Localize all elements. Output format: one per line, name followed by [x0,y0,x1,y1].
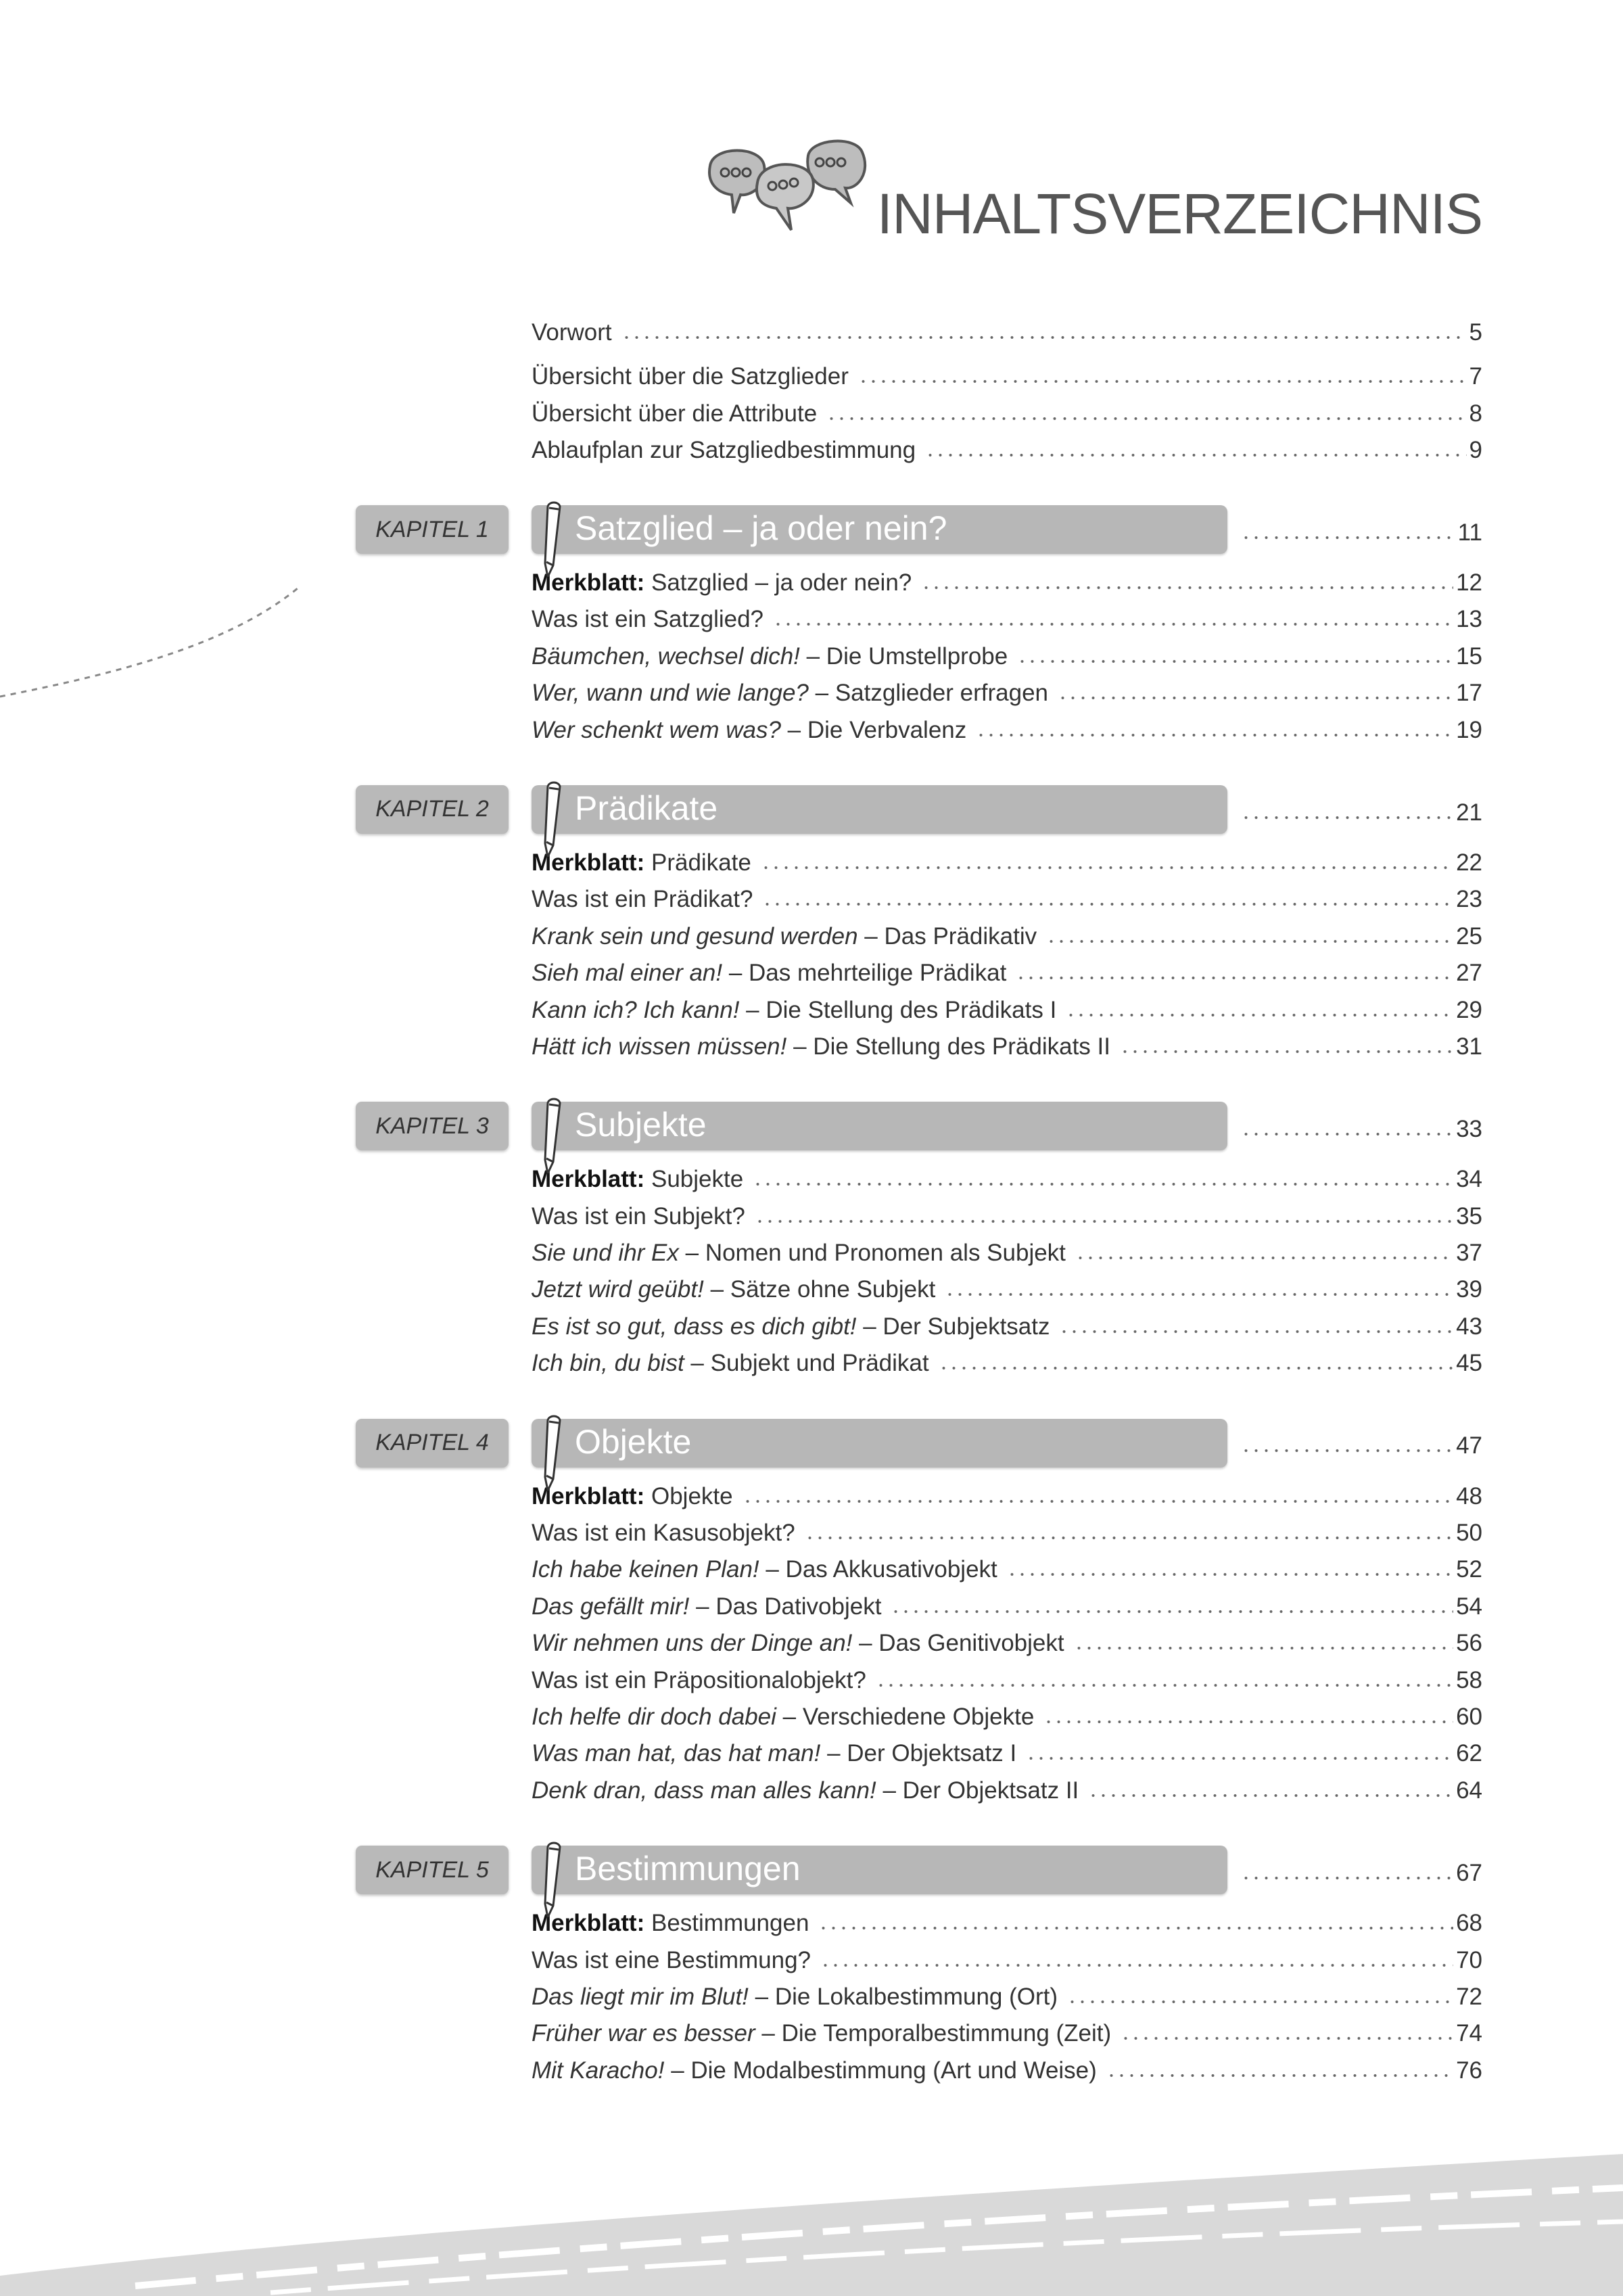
page-number: 67 [1456,1859,1482,1886]
entry-text: – Das Genitivobjekt [852,1630,1064,1657]
dot-leader [1067,1998,1453,2005]
chapter-title: Objekte [575,1422,692,1461]
entry-text: – Nomen und Pronomen als Subjekt [678,1240,1066,1267]
toc-entry[interactable] [532,638,1482,675]
toc-entry[interactable] [532,1662,1482,1699]
page-number: 27 [1456,960,1482,987]
page-number: 62 [1456,1740,1482,1767]
pencil-icon [538,781,568,857]
toc-entry[interactable] [532,1979,1482,2015]
toc-entry[interactable] [532,1589,1482,1625]
page-number: 60 [1456,1703,1482,1730]
entry-italic-title: Wer schenkt wem was? [532,716,781,743]
entry-text: – Satzglieder erfragen [808,680,1049,707]
entry-text: – Die Stellung des Prädikats I [739,996,1057,1023]
chapter-label: KAPITEL 2 [356,785,509,834]
toc-entry[interactable] [532,432,1482,469]
chapter-title-bar[interactable] [532,1102,1227,1150]
chapter-title-bar[interactable] [532,505,1227,554]
entry-title [532,881,762,918]
dot-leader [1241,1447,1453,1453]
entry-text: – Die Verbvalenz [780,716,967,743]
dot-leader [1058,694,1453,701]
dot-leader [1241,1130,1453,1137]
entry-italic-title: Das gefällt mir! [532,1593,690,1620]
decorative-dashed-curve [0,575,304,710]
page-number: 15 [1456,642,1482,670]
chapter-page-entry[interactable] [1227,1855,1482,1892]
entry-italic-title: Es ist so gut, dass es dich gibt! [532,1313,857,1340]
page-number: 22 [1456,849,1482,876]
page-number: 47 [1456,1432,1482,1459]
toc-entry[interactable] [532,712,1482,749]
entry-text: Satzglied – ja oder nein? [644,569,912,596]
toc-entry[interactable] [532,992,1482,1029]
dot-leader [1088,1791,1453,1798]
entry-title [532,2015,1121,2052]
page-number: 25 [1456,922,1482,950]
page-number: 48 [1456,1482,1482,1509]
page-number: 68 [1456,1910,1482,1937]
dot-leader [826,415,1466,421]
entry-text: – Verschiedene Objekte [776,1703,1035,1730]
entry-title [532,712,976,749]
entry-text: – Sätze ohne Subjekt [703,1276,936,1303]
page-number: 8 [1469,400,1482,427]
entry-title [532,1589,891,1625]
toc-entry[interactable] [532,918,1482,955]
dot-leader [1074,1644,1453,1651]
toc-entry[interactable] [532,396,1482,432]
toc-entry[interactable] [532,1198,1482,1235]
entry-text: Was ist ein Subjekt? [532,1202,745,1229]
dot-leader [1241,814,1453,820]
chapter-list [375,505,1482,2126]
dot-leader [805,1534,1453,1541]
dot-leader [925,451,1466,458]
entry-title [532,1662,876,1699]
entry-text: Was ist ein Präpositionalobjekt? [532,1666,866,1693]
entry-title [532,1345,939,1382]
entry-text: Was ist eine Bestimmung? [532,1946,812,1973]
entry-text: Objekte [644,1482,733,1509]
page-number: 72 [1456,1983,1482,2010]
toc-entry[interactable] [532,955,1482,991]
entry-text: – Subjekt und Prädikat [684,1350,929,1377]
dot-leader [762,900,1453,907]
toc-entry[interactable] [532,1625,1482,1662]
entry-italic-title: Jetzt wird geübt! [532,1276,704,1303]
entry-title [532,565,921,601]
toc-entry[interactable] [532,1345,1482,1382]
dot-leader [621,333,1467,340]
entry-title [532,358,858,395]
entry-text: – Die Lokalbestimmung (Ort) [748,1983,1058,2010]
pencil-icon [538,1098,568,1173]
speech-bubbles-icon [697,135,899,243]
page-number: 37 [1456,1240,1482,1267]
entry-bold-prefix: Merkblatt: [532,849,645,876]
chapter-header [375,785,1482,834]
page-number: 70 [1456,1946,1482,1973]
entry-italic-title: Sie und ihr Ex [532,1240,679,1267]
entry-text: Was ist ein Prädikat? [532,886,753,913]
entry-text: Vorwort [532,319,612,346]
page-number: 34 [1456,1166,1482,1193]
chapter-section [375,1419,1482,1810]
toc-entry[interactable] [532,565,1482,601]
chapter-header [375,1102,1482,1150]
page-number: 43 [1456,1313,1482,1340]
entry-title [532,1905,818,1942]
chapter-title: Subjekte [575,1106,707,1144]
chapter-label: KAPITEL 3 [356,1102,509,1150]
page-number: 56 [1456,1630,1482,1657]
entry-title [532,1309,1059,1345]
entry-title [532,1551,1007,1588]
chapter-header [375,505,1482,554]
page-number: 58 [1456,1666,1482,1693]
dot-leader [761,864,1453,870]
entry-italic-title: Kann ich? Ich kann! [532,996,740,1023]
entry-italic-title: Mit Karacho! [532,2057,665,2084]
dot-leader [858,377,1467,384]
page-number: 35 [1456,1202,1482,1229]
front-matter-list [532,314,1482,469]
toc-entry[interactable] [532,1478,1482,1515]
chapter-title: Bestimmungen [575,1850,801,1888]
entry-title [532,675,1058,711]
dot-leader [1075,1254,1453,1261]
entry-title [532,1699,1043,1735]
entry-title [532,918,1046,955]
entry-text: Subjekte [644,1166,744,1193]
toc-entry[interactable] [532,1942,1482,1979]
dot-leader [876,1681,1453,1688]
dot-leader [939,1364,1453,1371]
toc-entry[interactable] [532,1235,1482,1271]
dot-leader [1120,1048,1453,1054]
entry-italic-title: Ich bin, du bist [532,1350,684,1377]
entry-text: – Der Objektsatz II [876,1777,1079,1804]
chapter-label: KAPITEL 1 [356,505,509,554]
page-number: 7 [1469,363,1482,390]
page-number: 50 [1456,1520,1482,1547]
page-number: 17 [1456,680,1482,707]
chapter-section [375,1846,1482,2089]
toc-entry[interactable] [532,1699,1482,1735]
entry-italic-title: Ich habe keinen Plan! [532,1556,759,1583]
entry-bold-prefix: Merkblatt: [532,1166,645,1193]
entry-bold-prefix: Merkblatt: [532,569,645,596]
entry-text: Bestimmungen [644,1910,809,1937]
chapter-section [375,785,1482,1065]
dot-leader [753,1180,1453,1187]
dot-leader [1026,1754,1453,1761]
entry-title [532,1735,1026,1772]
page-number: 13 [1456,606,1482,633]
page-number: 45 [1456,1350,1482,1377]
entry-title [532,2053,1106,2089]
entry-text: – Das mehrteilige Prädikat [722,960,1007,987]
chapter-section [375,1102,1482,1382]
dot-leader [1007,1570,1453,1577]
dot-leader [755,1217,1453,1224]
toc-entry[interactable] [532,675,1482,711]
page-title: INHALTSVERZEICHNIS [876,182,1482,245]
chapter-header [375,1846,1482,1894]
page-number: 23 [1456,886,1482,913]
chapter-title: Satzglied – ja oder nein? [575,509,947,547]
toc-entry[interactable] [532,2053,1482,2089]
entry-title [532,1979,1067,2015]
toc-entry[interactable] [532,1905,1482,1942]
entry-text: – Das Prädikativ [857,922,1037,950]
entry-title [532,992,1066,1029]
dot-leader [1046,937,1453,944]
chapter-title-bar[interactable] [532,1419,1227,1468]
entry-title [532,955,1016,991]
dot-leader [1121,2034,1453,2041]
entry-text: Übersicht über die Attribute [532,400,818,427]
toc-entry[interactable] [532,1515,1482,1551]
toc-entry[interactable] [532,1029,1482,1065]
page-number: 76 [1456,2057,1482,2084]
entry-text: Was ist ein Kasusobjekt? [532,1520,795,1547]
page-number: 64 [1456,1777,1482,1804]
dot-leader [921,584,1453,590]
entry-italic-title: Wir nehmen uns der Dinge an! [532,1630,853,1657]
entry-text: – Die Modalbestimmung (Art und Weise) [664,2057,1097,2084]
dot-leader [773,620,1453,627]
entry-text: Übersicht über die Satzglieder [532,363,849,390]
chapter-page-entry[interactable] [1227,795,1482,831]
entry-italic-title: Das liegt mir im Blut! [532,1983,749,2010]
entry-bold-prefix: Merkblatt: [532,1482,645,1509]
dot-leader [976,731,1453,738]
page-number: 11 [1457,519,1482,546]
toc-entry[interactable] [532,314,1482,351]
entry-title [532,601,773,638]
page-number: 33 [1456,1115,1482,1142]
entry-text: – Der Subjektsatz [856,1313,1050,1340]
pencil-icon [538,1842,568,1917]
toc-entry[interactable] [532,1161,1482,1198]
entry-text: Prädikate [644,849,751,876]
entry-title [532,1235,1075,1271]
entry-title [532,1625,1074,1662]
chapter-page-entry[interactable] [1227,1428,1482,1464]
entry-italic-title: Früher war es besser [532,2020,755,2047]
toc-entry[interactable] [532,1271,1482,1308]
toc-entry[interactable] [532,1309,1482,1345]
toc-entry[interactable] [532,601,1482,638]
entry-title [532,396,826,432]
entry-italic-title: Denk dran, dass man alles kann! [532,1777,876,1804]
entry-italic-title: Ich helfe dir doch dabei [532,1703,776,1730]
entry-text: – Die Umstellprobe [799,642,1008,670]
page-number: 52 [1456,1556,1482,1583]
entry-text: – Die Temporalbestimmung (Zeit) [755,2020,1112,2047]
page-number: 5 [1469,319,1482,346]
page-number: 39 [1456,1276,1482,1303]
page-number: 54 [1456,1593,1482,1620]
toc-entry[interactable] [532,1551,1482,1588]
dot-leader [818,1924,1453,1931]
entry-title [532,432,925,469]
entry-title [532,314,621,351]
chapter-title-bar[interactable] [532,785,1227,834]
toc-entry[interactable] [532,2015,1482,2052]
entry-title [532,1515,805,1551]
dot-leader [820,1961,1453,1968]
page-number: 12 [1456,569,1482,596]
entry-text: – Das Dativobjekt [689,1593,882,1620]
chapter-label: KAPITEL 4 [356,1419,509,1468]
entry-title [532,1271,945,1308]
dot-leader [1017,657,1453,664]
toc-entry[interactable] [532,1735,1482,1772]
entry-italic-title: Bäumchen, wechsel dich! [532,642,800,670]
dot-leader [743,1497,1453,1504]
dot-leader [1241,1874,1453,1881]
entry-title [532,1773,1088,1809]
chapter-title-bar[interactable] [532,1846,1227,1894]
toc-entry[interactable] [532,1773,1482,1809]
chapter-section [375,505,1482,749]
decorative-brush-stroke [0,2140,1623,2296]
entry-italic-title: Krank sein und gesund werden [532,922,858,950]
toc-entry[interactable] [532,358,1482,395]
chapter-title: Prädikate [575,789,718,827]
page-number: 31 [1456,1033,1482,1060]
entry-text: – Die Stellung des Prädikats II [786,1033,1110,1060]
toc-entry[interactable] [532,845,1482,881]
entry-italic-title: Wer, wann und wie lange? [532,680,809,707]
entry-title [532,1029,1120,1065]
dot-leader [1106,2071,1453,2078]
dot-leader [1241,534,1455,540]
dot-leader [1059,1328,1453,1334]
entry-text: Ablaufplan zur Satzgliedbestimmung [532,437,916,464]
dot-leader [891,1608,1453,1614]
entry-title [532,638,1017,675]
page-number: 9 [1469,437,1482,464]
dot-leader [1066,1011,1453,1018]
pencil-icon [538,501,568,577]
entry-italic-title: Hätt ich wissen müssen! [532,1033,787,1060]
chapter-page-entry[interactable] [1227,1111,1482,1148]
entry-text: – Das Akkusativobjekt [759,1556,997,1583]
page-number: 19 [1456,716,1482,743]
chapter-label: KAPITEL 5 [356,1846,509,1894]
chapter-header [375,1419,1482,1468]
entry-title [532,1198,755,1235]
entry-bold-prefix: Merkblatt: [532,1910,645,1937]
chapter-page-entry[interactable] [1227,515,1482,551]
dot-leader [945,1290,1453,1297]
entry-text: Was ist ein Satzglied? [532,606,764,633]
entry-title [532,1942,820,1979]
pencil-icon [538,1415,568,1491]
entry-italic-title: Sieh mal einer an! [532,960,723,987]
entry-text: – Der Objektsatz I [820,1740,1017,1767]
page-number: 74 [1456,2020,1482,2047]
page-number: 29 [1456,996,1482,1023]
dot-leader [1043,1718,1453,1725]
dot-leader [1016,974,1453,981]
toc-entry[interactable] [532,881,1482,918]
entry-italic-title: Was man hat, das hat man! [532,1740,821,1767]
page-number: 21 [1456,799,1482,826]
